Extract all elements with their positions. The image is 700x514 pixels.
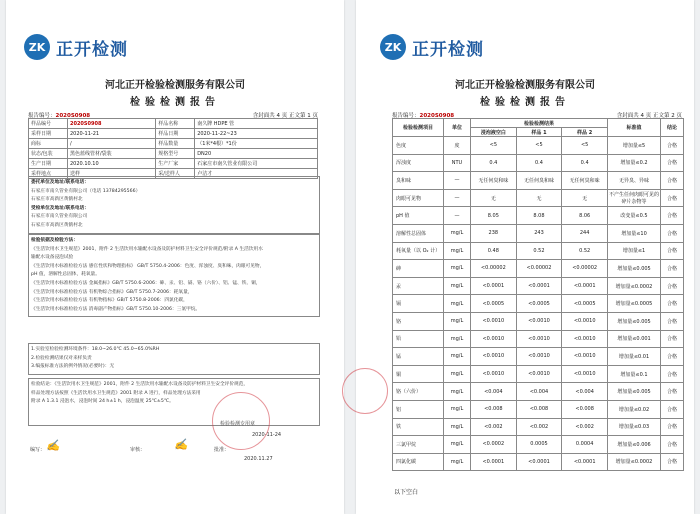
report-no: 2020S0908 <box>55 113 91 119</box>
sample1-value: <5 <box>516 137 562 155</box>
sample2-value: <0.0010 <box>562 312 608 330</box>
unit: mg/L <box>444 436 471 454</box>
logo-name: 正开检测 <box>56 39 128 60</box>
info-value: 2020-11-22~23 <box>195 129 318 139</box>
standard-value: 增加量≤0.2 <box>608 154 661 172</box>
conclusion-value: 合格 <box>661 207 684 225</box>
sample2-value: <0.004 <box>562 383 608 401</box>
conclusion-value: 合格 <box>661 330 684 348</box>
sample1-value: <0.0010 <box>516 312 562 330</box>
standard-value: 改变量≤0.5 <box>608 207 661 225</box>
standard-value: 无异臭、异味 <box>608 172 661 190</box>
col-sample2: 样品 2 <box>562 128 608 137</box>
result-row <box>393 189 684 207</box>
environment-line: 1.实验室检验检测环境条件：18.0~26.0℃ 45.0~65.0%RH <box>31 347 160 352</box>
col-unit: 单位 <box>444 119 471 137</box>
basis-line: 《生活饮用水标准检验方法 有机物指标》GB/T 5750.8-2006：四氯化碳， <box>31 298 188 304</box>
info-value: 石家庄市南久管业有限公司 <box>195 159 318 169</box>
item-name: 铬 <box>393 312 444 330</box>
compiler-signature-icon: ✍ <box>46 439 60 452</box>
client-block <box>28 176 320 234</box>
item-name: 锰 <box>393 348 444 366</box>
info-value: 2020S0908 <box>68 119 156 129</box>
report-title: 检验检测报告 <box>480 97 570 108</box>
unit: NTU <box>444 154 471 172</box>
logo-badge-icon: ZK <box>380 34 406 60</box>
conclusion-line: 样品处理方法按照《生活饮用水卫生规范》2001 附录 A 进行，样品处理方法采用 <box>31 390 201 396</box>
unit: mg/L <box>444 400 471 418</box>
sample1-value: <0.0001 <box>516 277 562 295</box>
item-name: pH 值 <box>393 207 444 225</box>
result-row <box>393 365 684 383</box>
conclusion-value: 合格 <box>661 365 684 383</box>
blank-value: 无 <box>471 189 517 207</box>
info-value: 2020.10.10 <box>68 159 156 169</box>
item-name: 肉眼可见物 <box>393 189 444 207</box>
unit: mg/L <box>444 224 471 242</box>
info-label: 商标 <box>29 139 68 149</box>
col-conclusion: 结论 <box>661 119 684 137</box>
basis-line: 输配水设备浸泡试验 <box>31 255 74 261</box>
sample2-value: <0.0001 <box>562 277 608 295</box>
result-row <box>393 277 684 295</box>
compiler-label: 编写： <box>30 447 46 453</box>
blank-value: <0.004 <box>471 383 517 401</box>
blank-value: 0.4 <box>471 154 517 172</box>
unit: mg/L <box>444 365 471 383</box>
info-value: / <box>68 139 156 149</box>
conclusion-value: 合格 <box>661 154 684 172</box>
page-info: 含封面共 4 页 正文第 2 页 <box>616 113 682 119</box>
unit: 度 <box>444 137 471 155</box>
client-heading: 委托单位及地址/联系电话： <box>31 180 89 185</box>
info-row <box>29 149 318 159</box>
sample1-value: <0.0001 <box>516 453 562 471</box>
report-title: 检验检测报告 <box>130 97 220 108</box>
blank-value: 8.05 <box>471 207 517 225</box>
standard-value: 增加量≤0.0002 <box>608 277 661 295</box>
basis-line: 《生活饮用水标准检验方法 感官性状和物理指标》 GB/T 5750.4-2006：色度、浑浊度、臭和味，肉眼可见物， <box>31 263 265 269</box>
info-label: 规格型号 <box>156 149 195 159</box>
item-name: 砷 <box>393 260 444 278</box>
result-row <box>393 224 684 242</box>
unit: — <box>444 207 471 225</box>
sample1-value: <0.0010 <box>516 348 562 366</box>
conclusion-value: 合格 <box>661 348 684 366</box>
basis-line: 《生活饮用水标准检验方法 消毒副产物指标》GB/T 5750.10-2006：三氯甲烷。 <box>31 306 201 312</box>
sample1-value: 243 <box>516 224 562 242</box>
blank-value: <0.002 <box>471 418 517 436</box>
sample1-value: 0.52 <box>516 242 562 260</box>
official-seal-icon <box>212 392 270 450</box>
item-name: 铅 <box>393 330 444 348</box>
item-name: 色度 <box>393 137 444 155</box>
conclusion-value: 合格 <box>661 260 684 278</box>
info-value: （1米*4根）*1份 <box>195 139 318 149</box>
sample2-value: <5 <box>562 137 608 155</box>
client-line: 石家庄市高新区黄鹤村北 <box>31 197 83 203</box>
conclusion-line: 附录 A 1.3.1 浸泡水，浸泡时间 24 h±1 h，浸泡温度 25℃±5℃。 <box>31 399 174 405</box>
sample1-value: <0.0005 <box>516 295 562 313</box>
company-logo <box>380 34 484 60</box>
info-label: 样品日期 <box>156 129 195 139</box>
report-no: 2020S0908 <box>419 113 455 119</box>
end-of-data-text: 以下空白 <box>394 489 419 496</box>
col-sample1: 样品 1 <box>516 128 562 137</box>
sign-date: 2020-11-24 <box>252 432 282 438</box>
sample1-value: 无任何臭和味 <box>516 172 562 190</box>
reviewer-label: 审核： <box>130 447 146 453</box>
sample2-value: 244 <box>562 224 608 242</box>
standard-value: 增加量≤0.005 <box>608 260 661 278</box>
item-name: 臭和味 <box>393 172 444 190</box>
reviewer-signature-icon: ✍ <box>174 438 188 451</box>
standard-value: 增加量≤0.0005 <box>608 295 661 313</box>
basis-line: pH 值，溶解性总固体，耗氧量。 <box>31 272 100 278</box>
sample2-value: <0.0005 <box>562 295 608 313</box>
sample2-value: <0.0010 <box>562 348 608 366</box>
conclusion-value: 合格 <box>661 436 684 454</box>
result-row <box>393 137 684 155</box>
unit: mg/L <box>444 418 471 436</box>
info-value: 送样 <box>68 169 156 179</box>
conclusion-value: 合格 <box>661 383 684 401</box>
item-name: 铁 <box>393 418 444 436</box>
standard-value: 增加量≤0.02 <box>608 400 661 418</box>
info-label: 采/送样人 <box>156 169 195 179</box>
info-label: 样品数量 <box>156 139 195 149</box>
result-row <box>393 260 684 278</box>
result-row <box>393 436 684 454</box>
info-value: 南久牌 HDPE 管 <box>195 119 318 129</box>
sample2-value: <0.00002 <box>562 260 608 278</box>
sample2-value: 0.52 <box>562 242 608 260</box>
blank-value: <0.008 <box>471 400 517 418</box>
report-no-label: 报告编号： <box>392 113 420 119</box>
sample2-value: <0.008 <box>562 400 608 418</box>
sample1-value: <0.0010 <box>516 330 562 348</box>
report-page-results <box>356 0 694 514</box>
info-label: 采样日期 <box>29 129 68 139</box>
col-item: 检验检测项目 <box>393 119 444 137</box>
item-name: 镉 <box>393 295 444 313</box>
unit: mg/L <box>444 383 471 401</box>
sample1-value: <0.008 <box>516 400 562 418</box>
standard-value: 增加量≤0.001 <box>608 330 661 348</box>
result-row <box>393 383 684 401</box>
blank-value: <0.0010 <box>471 365 517 383</box>
basis-line: 《生活饮用水标准检验方法 金属指标》GB/T 5750.6-2006：砷、汞、铅、镉、铬（六价）、铝、锰、铁、铜， <box>31 280 261 286</box>
result-row <box>393 330 684 348</box>
info-value: 卢洁才 <box>195 169 318 179</box>
result-row <box>393 312 684 330</box>
sample1-value: 0.4 <box>516 154 562 172</box>
info-row <box>29 119 318 129</box>
standard-value: 增加量≤0.03 <box>608 418 661 436</box>
inspected-heading: 受检单位及地址/联系电话： <box>31 205 89 211</box>
info-value: DN20 <box>195 149 318 159</box>
unit: — <box>444 189 471 207</box>
sample2-value: <0.0010 <box>562 330 608 348</box>
sample1-value: <0.0010 <box>516 365 562 383</box>
info-label: 生产厂家 <box>156 159 195 169</box>
sign-date-2: 2020.11.27 <box>244 456 273 462</box>
blank-value: <0.0005 <box>471 295 517 313</box>
info-row <box>29 129 318 139</box>
item-name: 铜 <box>393 365 444 383</box>
basis-block <box>28 234 320 317</box>
unit: mg/L <box>444 312 471 330</box>
result-row <box>393 242 684 260</box>
item-name: 铝 <box>393 400 444 418</box>
sample1-value: 无 <box>516 189 562 207</box>
result-row <box>393 172 684 190</box>
basis-line: 《生活饮用水卫生规范》2001，附件 2 生活饮用水输配水设备及防护材料卫生安全评价规范/附录 A 生活饮用水 <box>31 246 263 252</box>
company-name: 河北正开检验检测服务有限公司 <box>455 80 595 91</box>
blank-value: 无任何臭和味 <box>471 172 517 190</box>
basis-line: 检验依据及检验方法： <box>31 238 78 243</box>
sample2-value: <0.0010 <box>562 365 608 383</box>
conclusion-value: 合格 <box>661 418 684 436</box>
logo-name: 正开检测 <box>412 39 484 60</box>
unit: mg/L <box>444 242 471 260</box>
standard-value: 增加量≤0.0002 <box>608 453 661 471</box>
sample1-value: <0.002 <box>516 418 562 436</box>
blank-value: <0.0002 <box>471 436 517 454</box>
sample1-value: <0.00002 <box>516 260 562 278</box>
blank-value: 0.48 <box>471 242 517 260</box>
info-row <box>29 139 318 149</box>
conclusion-value: 合格 <box>661 242 684 260</box>
client-line: 石家庄市南久管业有限公司（电话 13784295566） <box>31 188 141 194</box>
result-row <box>393 348 684 366</box>
page-info: 含封面共 4 页 正文第 1 页 <box>252 113 318 119</box>
company-name: 河北正开检验检测服务有限公司 <box>105 80 245 91</box>
report-no-label: 报告编号： <box>28 113 56 119</box>
blank-value: <0.0010 <box>471 312 517 330</box>
standard-value: 增加量≤1 <box>608 242 661 260</box>
inspected-line: 石家庄市高新区黄鹤村北 <box>31 222 83 228</box>
unit: mg/L <box>444 453 471 471</box>
sample2-value: 0.0004 <box>562 436 608 454</box>
logo-badge-icon: ZK <box>24 34 50 60</box>
standard-value: 增加量≤0.005 <box>608 312 661 330</box>
company-logo <box>24 34 128 60</box>
conclusion-value: 合格 <box>661 277 684 295</box>
item-name: 三氯甲烷 <box>393 436 444 454</box>
results-table <box>392 118 684 471</box>
col-results-group: 检验检测结果 <box>471 119 608 128</box>
standard-value: 增加量≤5 <box>608 137 661 155</box>
unit: mg/L <box>444 330 471 348</box>
sample1-value: 0.0005 <box>516 436 562 454</box>
environment-line: 3.编报标准方法的例外情况(必要时)：无 <box>31 364 115 370</box>
result-row <box>393 207 684 225</box>
sample1-value: 8.08 <box>516 207 562 225</box>
unit: — <box>444 172 471 190</box>
standard-value: 增加量≤0.006 <box>608 436 661 454</box>
blank-value: <0.0001 <box>471 277 517 295</box>
conclusion-value: 合格 <box>661 312 684 330</box>
sample2-value: 0.4 <box>562 154 608 172</box>
conclusion-value: 合格 <box>661 400 684 418</box>
blank-value: <0.00002 <box>471 260 517 278</box>
conclusion-value: 合格 <box>661 137 684 155</box>
unit: mg/L <box>444 260 471 278</box>
info-label: 生产日期 <box>29 159 68 169</box>
blank-value: <0.0010 <box>471 330 517 348</box>
unit: mg/L <box>444 277 471 295</box>
conclusion-value: 合格 <box>661 453 684 471</box>
standard-value: 增加量≤0.01 <box>608 348 661 366</box>
info-label: 样品名称 <box>156 119 195 129</box>
conclusion-line: 检验结论：《生活饮用水卫生规范》2001，附件 2 生活饮用水输配水设备及防护材料卫生安全评价规范， <box>31 382 249 387</box>
page-seal-icon <box>342 368 388 414</box>
unit: mg/L <box>444 348 471 366</box>
col-standard: 标准值 <box>608 119 661 137</box>
standard-value: 增加量≤10 <box>608 224 661 242</box>
sample2-value: <0.0001 <box>562 453 608 471</box>
result-row <box>393 295 684 313</box>
info-value: 2020-11-21 <box>68 129 156 139</box>
sample2-value: <0.002 <box>562 418 608 436</box>
basis-line: 《生活饮用水标准检验方法 有机物综合指标》GB/T 5750.7-2006：耗氧量， <box>31 289 193 295</box>
blank-value: <0.0001 <box>471 453 517 471</box>
stamp-label: 检验检测专用章 <box>220 421 256 427</box>
info-label: 样品编号 <box>29 119 68 129</box>
blank-value: <0.0010 <box>471 348 517 366</box>
conclusion-value: 合格 <box>661 189 684 207</box>
col-blank: 浸泡液空白 <box>471 128 517 137</box>
standard-value: 增加量≤0.005 <box>608 383 661 401</box>
info-row <box>29 159 318 169</box>
item-name: 铬（六价） <box>393 383 444 401</box>
item-name: 四氯化碳 <box>393 453 444 471</box>
sample2-value: 无任何臭和味 <box>562 172 608 190</box>
blank-value: <5 <box>471 137 517 155</box>
report-page-cover <box>6 0 344 514</box>
item-name: 浑浊度 <box>393 154 444 172</box>
result-row <box>393 400 684 418</box>
info-label: 状态/包装 <box>29 149 68 159</box>
standard-value: 增加量≤0.1 <box>608 365 661 383</box>
conclusion-value: 合格 <box>661 172 684 190</box>
conclusion-value: 合格 <box>661 224 684 242</box>
sample2-value: 8.06 <box>562 207 608 225</box>
result-row <box>393 418 684 436</box>
inspected-line: 石家庄市南久管业有限公司 <box>31 214 88 220</box>
result-row <box>393 453 684 471</box>
approver-label: 批准： <box>214 447 230 453</box>
environment-line: 2.检验检测结果仅对来样负责 <box>31 355 92 361</box>
item-name: 耗氧量（以 O₂ 计） <box>393 242 444 260</box>
sample2-value: 无 <box>562 189 608 207</box>
standard-value: 不产生任何肉眼可见的碎片杂物等 <box>608 189 661 207</box>
result-row <box>393 154 684 172</box>
unit: mg/L <box>444 295 471 313</box>
item-name: 汞 <box>393 277 444 295</box>
blank-value: 238 <box>471 224 517 242</box>
info-value: 黑色蓝线管材/袋装 <box>68 149 156 159</box>
sample-info-table <box>28 118 318 179</box>
sample1-value: <0.004 <box>516 383 562 401</box>
item-name: 溶解性总固体 <box>393 224 444 242</box>
environment-block <box>28 343 320 375</box>
info-label: 采样地点 <box>29 169 68 179</box>
conclusion-block <box>28 378 320 426</box>
conclusion-value: 合格 <box>661 295 684 313</box>
